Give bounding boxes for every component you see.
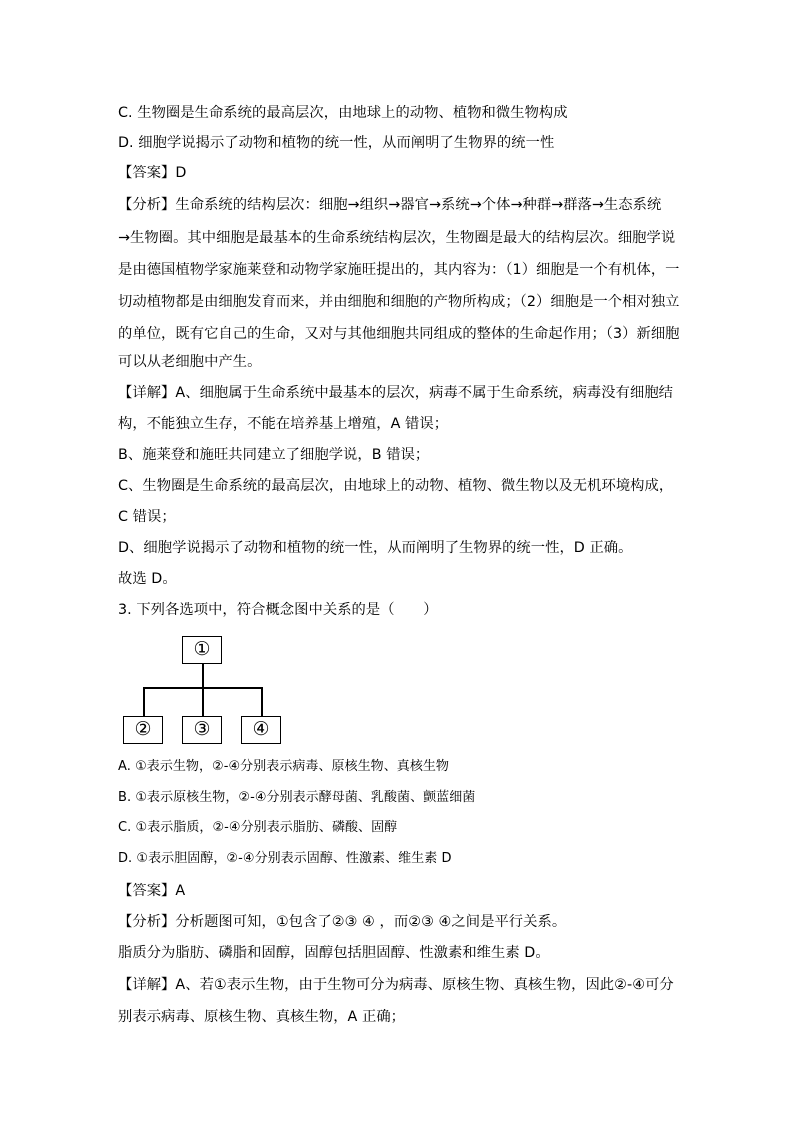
diagram-node-child: ②: [123, 716, 163, 744]
analysis-text: →生物圈。其中细胞是最基本的生命系统结构层次，生物圈是最大的结构层次。细胞学说: [118, 230, 676, 246]
diagram-connector: [202, 687, 204, 716]
detail-text: C 错误；: [118, 509, 176, 525]
analysis-text: 【分析】分析题图可知，①包含了②③ ④ ，而②③ ④之间是平行关系。: [118, 914, 567, 930]
detail-text: 构，不能独立生存，不能在培养基上增殖，A 错误；: [118, 416, 449, 432]
text-line: D. 细胞学说揭示了动物和植物的统一性，从而阐明了生物界的统一性: [118, 135, 555, 151]
option-d: D. ①表示胆固醇，②-④分别表示固醇、性激素、维生素 D: [118, 851, 452, 866]
diagram-connector: [143, 687, 145, 716]
detail-text: C、生物圈是生命系统的最高层次，由地球上的动物、植物、微生物以及无机环境构成，: [118, 478, 674, 494]
analysis-text: 脂质分为脂肪、磷脂和固醇，固醇包括胆固醇、性激素和维生素 D。: [118, 945, 550, 961]
analysis-text: 可以从老细胞中产生。: [118, 354, 262, 370]
detail-text: 别表示病毒、原核生物、真核生物，A 正确；: [118, 1009, 406, 1025]
answer-label: 【答案】D: [118, 165, 187, 181]
analysis-text: 【分析】生命系统的结构层次：细胞→组织→器官→系统→个体→种群→群落→生态系统: [118, 197, 662, 213]
detail-text: 【详解】A、细胞属于生命系统中最基本的层次，病毒不属于生命系统，病毒没有细胞结: [118, 385, 674, 401]
diagram-node-child: ③: [182, 716, 222, 744]
conclusion-text: 故选 D。: [118, 571, 177, 587]
detail-text: D、细胞学说揭示了动物和植物的统一性，从而阐明了生物界的统一性，D 正确。: [118, 540, 633, 556]
answer-label: 【答案】A: [118, 883, 186, 899]
detail-text: 【详解】A、若①表示生物，由于生物可分为病毒、原核生物、真核生物，因此②-④可分: [118, 977, 674, 993]
analysis-text: 是由德国植物学家施莱登和动物学家施旺提出的，其内容为：（1）细胞是一个有机体，一: [118, 262, 680, 278]
diagram-connector: [202, 664, 204, 688]
detail-text: B、施莱登和施旺共同建立了细胞学说，B 错误；: [118, 447, 430, 463]
option-a: A. ①表示生物，②-④分别表示病毒、原核生物、真核生物: [118, 759, 449, 774]
option-c: C. ①表示脂质，②-④分别表示脂肪、磷酸、固醇: [118, 820, 398, 835]
option-b: B. ①表示原核生物，②-④分别表示酵母菌、乳酸菌、颤蓝细菌: [118, 790, 476, 805]
diagram-node-root: ①: [182, 636, 222, 664]
analysis-text: 切动植物都是由细胞发育而来，并由细胞和细胞的产物所构成；（2）细胞是一个相对独立: [118, 294, 680, 310]
analysis-text: 的单位，既有它自己的生命，又对与其他细胞共同组成的整体的生命起作用；（3）新细胞: [118, 326, 680, 342]
diagram-node-child: ④: [241, 716, 281, 744]
question-3-stem: 3. 下列各选项中，符合概念图中关系的是（ ）: [118, 602, 438, 618]
text-line: C. 生物圈是生命系统的最高层次，由地球上的动物、植物和微生物构成: [118, 105, 568, 121]
diagram-connector: [261, 687, 263, 716]
